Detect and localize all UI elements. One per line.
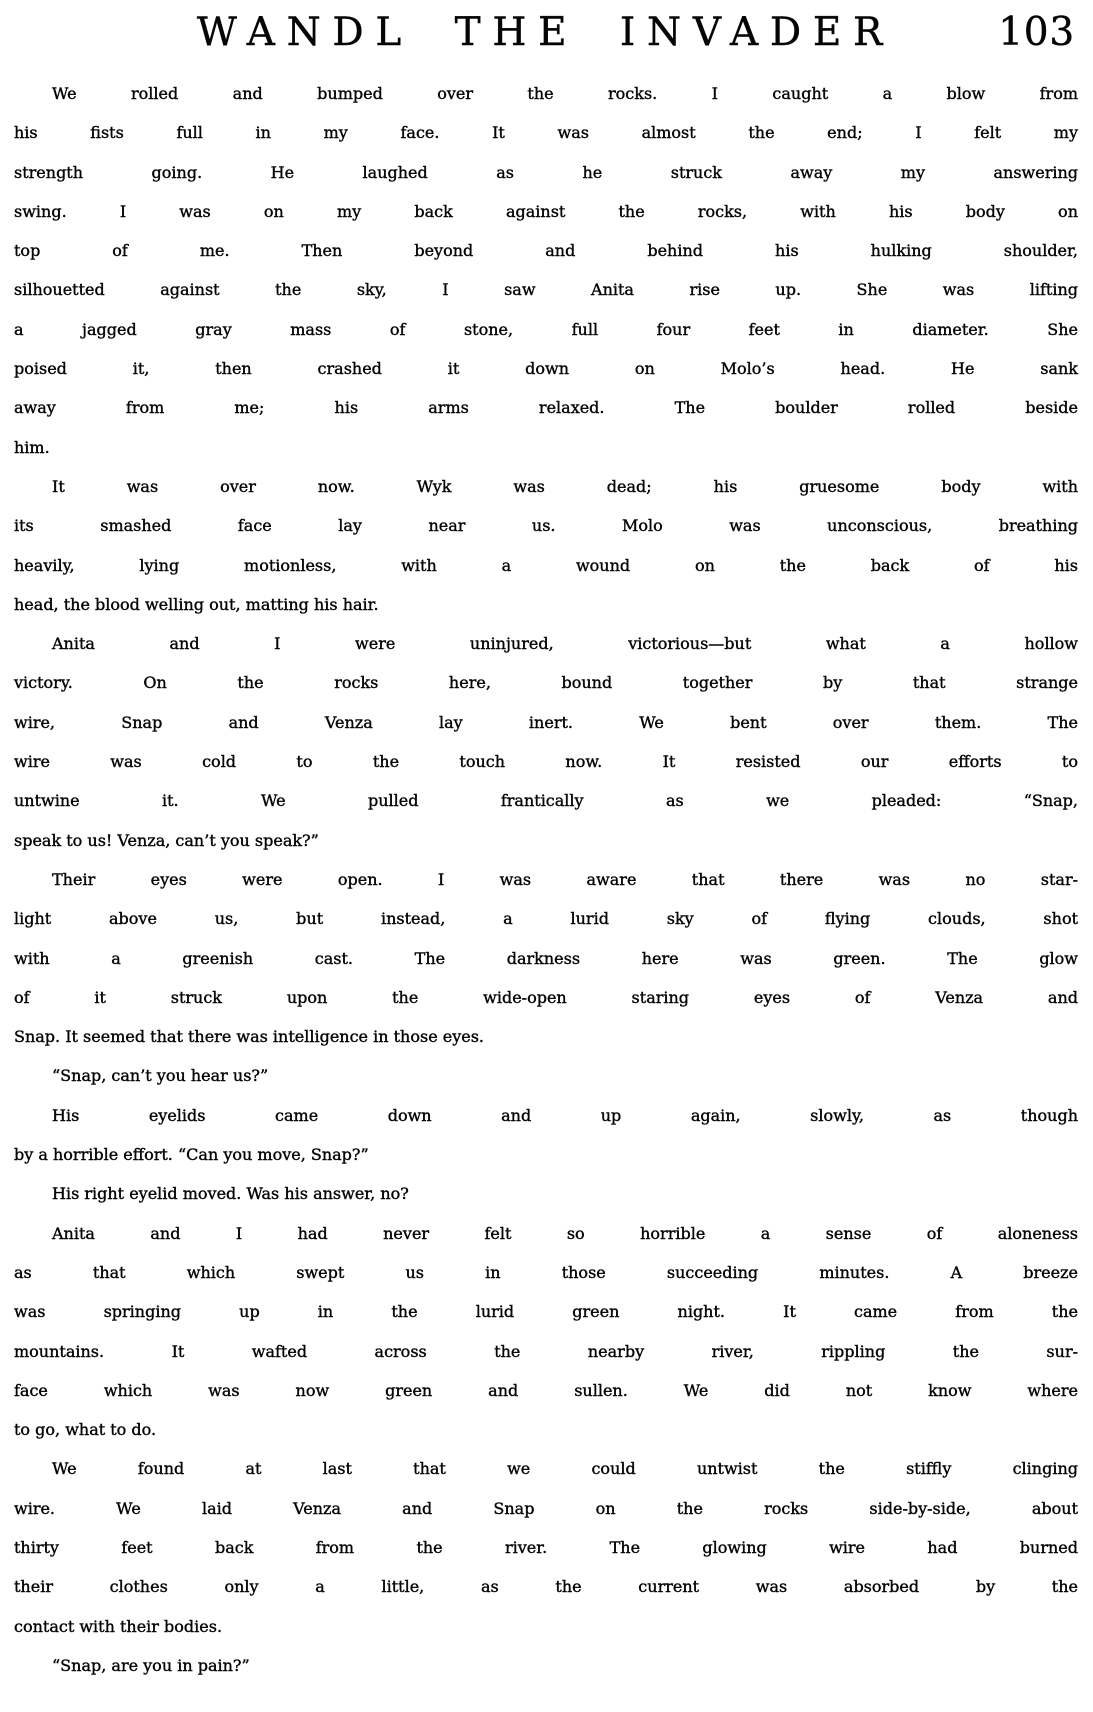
text-line: wire was cold to the touch now. It resisted our efforts to bbox=[14, 752, 1078, 772]
text-line: “Snap, can’t you hear us?” bbox=[52, 1066, 269, 1086]
text-line: Their eyes were open. I was aware that there was no star- bbox=[52, 869, 1078, 889]
text-line: to go, what to do. bbox=[14, 1420, 157, 1440]
text-line: face which was now green and sullen. We did not know where bbox=[14, 1380, 1078, 1400]
text-line: wire, Snap and Venza lay inert. We bent over them. The bbox=[14, 712, 1078, 732]
text-line: wire. We laid Venza and Snap on the rocks side-by-side, about bbox=[14, 1498, 1078, 1518]
text-line: light above us, but instead, a lurid sky of flying clouds, shot bbox=[14, 909, 1078, 929]
text-line: away from me; his arms relaxed. The boulder rolled beside bbox=[14, 398, 1078, 418]
paragraph bbox=[14, 1646, 1078, 1685]
text-line: Anita and I were uninjured, victorious—but what a hollow bbox=[52, 634, 1078, 654]
paragraph bbox=[14, 74, 1078, 467]
text-line: its smashed face lay near us. Molo was unconscious, breathing bbox=[14, 516, 1078, 536]
text-line: speak to us! Venza, can’t you speak?” bbox=[14, 830, 319, 850]
paragraph bbox=[14, 1174, 1078, 1213]
paragraph bbox=[14, 860, 1078, 1056]
text-line: by a horrible effort. “Can you move, Snap?” bbox=[14, 1145, 369, 1165]
text-line: We rolled and bumped over the rocks. I caught a blow from bbox=[52, 84, 1078, 103]
paragraph bbox=[14, 1214, 1078, 1450]
text-line: a jagged gray mass of stone, full four feet in diameter. She bbox=[14, 319, 1078, 339]
paragraph bbox=[14, 467, 1078, 624]
text-line: We found at last that we could untwist the stiffly clinging bbox=[52, 1459, 1078, 1479]
text-line: with a greenish cast. The darkness here was green. The glow bbox=[14, 948, 1078, 968]
paragraph bbox=[14, 624, 1078, 860]
paragraph bbox=[14, 1056, 1078, 1095]
text-line: untwine it. We pulled frantically as we pleaded: “Snap, bbox=[14, 791, 1078, 811]
text-line: thirty feet back from the river. The glowing wire had burned bbox=[14, 1537, 1078, 1557]
page-number: 103 bbox=[998, 10, 1075, 55]
running-head-title: WANDL THE INVADER bbox=[196, 10, 895, 55]
text-line: poised it, then crashed it down on Molo’s head. He sank bbox=[14, 359, 1078, 379]
running-head bbox=[14, 10, 1077, 60]
text-line: His eyelids came down and up again, slowly, as though bbox=[52, 1105, 1078, 1125]
paragraph bbox=[14, 1096, 1078, 1175]
page-body bbox=[14, 74, 1078, 1685]
text-line: head, the blood welling out, matting his hair. bbox=[14, 594, 379, 614]
text-line: victory. On the rocks here, bound together by that strange bbox=[14, 673, 1078, 693]
text-line: Anita and I had never felt so horrible a sense of aloneness bbox=[52, 1223, 1078, 1243]
text-line: heavily, lying motionless, with a wound on the back of his bbox=[14, 555, 1078, 575]
text-line: their clothes only a little, as the current was absorbed by the bbox=[14, 1577, 1078, 1597]
text-line: his fists full in my face. It was almost the end; I felt my bbox=[14, 123, 1078, 143]
text-line: contact with their bodies. bbox=[14, 1616, 223, 1636]
text-line: His right eyelid moved. Was his answer, no? bbox=[52, 1184, 409, 1204]
text-line: of it struck upon the wide-open staring eyes of Venza and bbox=[14, 987, 1078, 1007]
text-line: top of me. Then beyond and behind his hulking shoulder, bbox=[14, 241, 1078, 261]
text-line: It was over now. Wyk was dead; his gruesome body with bbox=[52, 476, 1078, 496]
text-line: silhouetted against the sky, I saw Anita rise up. She was lifting bbox=[14, 280, 1078, 300]
text-line: mountains. It wafted across the nearby river, rippling the sur- bbox=[14, 1341, 1078, 1361]
text-line: Snap. It seemed that there was intelligence in those eyes. bbox=[14, 1027, 485, 1047]
text-line: “Snap, are you in pain?” bbox=[52, 1655, 250, 1675]
paragraph bbox=[14, 1449, 1078, 1645]
text-line: him. bbox=[14, 437, 50, 457]
text-line: as that which swept us in those succeeding minutes. A breeze bbox=[14, 1262, 1078, 1282]
text-line: was springing up in the lurid green night. It came from the bbox=[14, 1302, 1078, 1322]
text-line: strength going. He laughed as he struck away my answering bbox=[14, 162, 1078, 182]
text-line: swing. I was on my back against the rocks, with his body on bbox=[14, 201, 1078, 221]
